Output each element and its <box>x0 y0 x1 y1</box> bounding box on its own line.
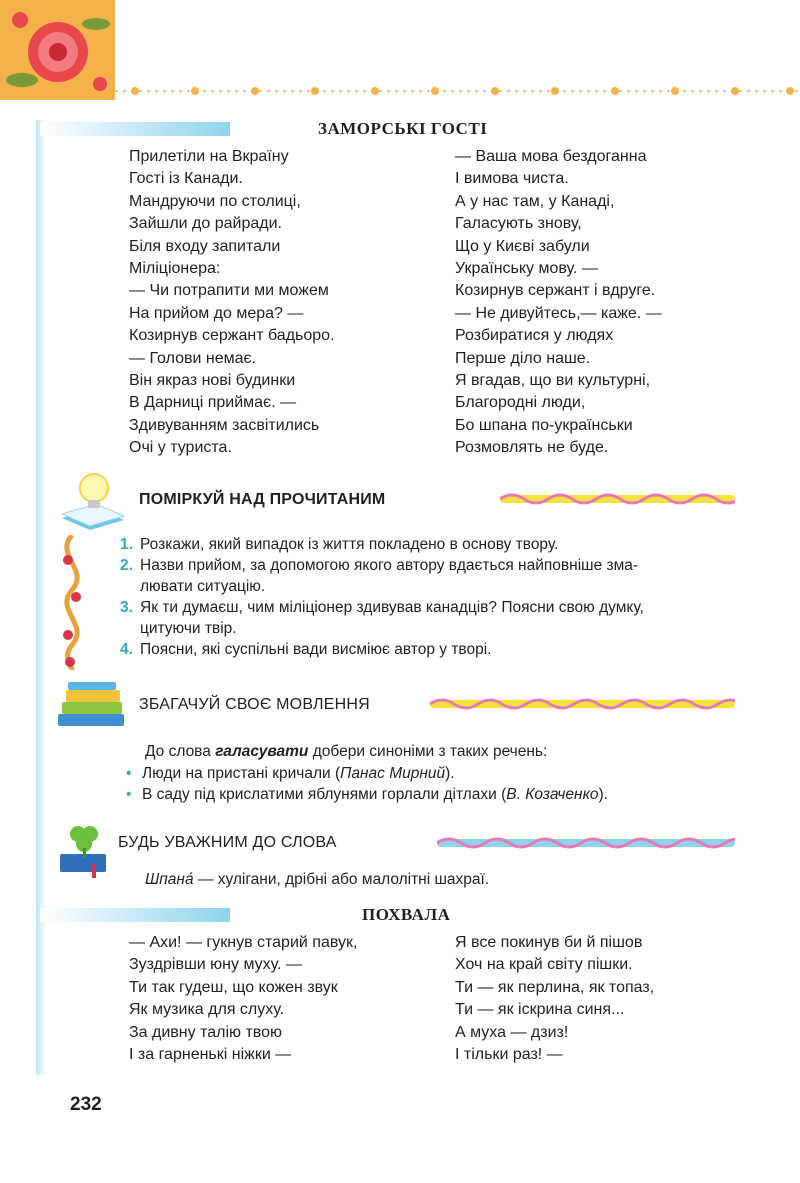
list-item <box>120 555 750 597</box>
poem-line: — Ваша мова бездоганна <box>455 148 647 165</box>
title-bar-decoration <box>40 906 230 924</box>
poem-line: За дивну талію твою <box>129 1023 282 1041</box>
poem-line: В Дарниці приймає. — <box>129 394 297 412</box>
braid-ornament <box>430 697 735 711</box>
poem2-column-2 <box>455 932 654 1066</box>
reflect-questions <box>120 534 750 660</box>
question-number: 1. <box>120 536 133 553</box>
poem-line: Бо шпана по-українськи <box>455 416 633 434</box>
poem2-title: ПОХВАЛА <box>362 905 451 924</box>
item-text: В саду під крислатими яблунями горлали дітлахи ( <box>142 786 507 803</box>
poem-line: Міліціонера: <box>129 260 221 278</box>
item-author: В. Козаченко <box>506 786 599 803</box>
poem-line: — Голови немає. <box>129 349 257 367</box>
poem-line: Українську мову. — <box>455 260 598 278</box>
keyword: галасувати <box>215 743 309 760</box>
word-definition <box>145 869 489 890</box>
list-item <box>126 784 608 805</box>
poem2-column-1 <box>129 932 357 1066</box>
poem-line: Розбиратися у людях <box>455 327 614 345</box>
question-text: Поясни, які суспільні вади висміює автор у творі. <box>140 641 492 658</box>
poem1-column-1 <box>129 146 335 460</box>
flower-ornament-icon <box>0 0 115 100</box>
word-heading: БУДЬ УВАЖНИМ ДО СЛОВА <box>118 834 337 851</box>
poem-line: Зуздрівши юну муху. — <box>129 956 302 974</box>
braid-ornament <box>500 492 735 506</box>
question-text: лювати ситуацію. <box>140 578 266 595</box>
question-text: Як ти думаєш, чим міліціонер здивував канадців? Поясни свою думку, <box>140 599 644 616</box>
poem-line: На прийом до мера? — <box>129 304 304 322</box>
vine-ornament-icon <box>54 535 90 670</box>
question-number: 4. <box>120 641 133 658</box>
item-author: Панас Мирний <box>340 765 446 782</box>
poem-line: Я все покинув би й пішов <box>455 934 643 951</box>
poem-line: Козирнув сержант і вдруге. <box>455 282 656 300</box>
poem-line: — Чи потрапити ми можем <box>129 282 329 300</box>
poem-line: Ти — як іскрина синя... <box>455 1001 625 1019</box>
poem-line: — Не дивуйтесь,— каже. — <box>455 304 662 322</box>
question-text: Назви прийом, за допомогою якого автору вдається найповніше зма- <box>140 557 639 574</box>
poem-line: Благородні люди, <box>455 394 586 412</box>
poem-line: Прилетіли на Вкраїну <box>129 148 289 165</box>
poem1-title: ЗАМОРСЬКІ ГОСТІ <box>318 119 488 138</box>
speech-list <box>126 763 608 805</box>
term: Шпана́ <box>145 871 194 888</box>
poem-line: Що у Києві забули <box>455 237 590 255</box>
poem-line: І вимова чиста. <box>455 170 569 188</box>
bullet-icon: • <box>126 786 132 803</box>
question-text: Розкажи, який випадок із життя покладено в основу твору. <box>140 536 559 553</box>
poem-line: А у нас там, у Канаді, <box>455 192 615 210</box>
bullet-icon: • <box>126 765 132 782</box>
lightbulb-book-icon <box>58 468 128 532</box>
poem-line: Я вгадав, що ви культурні, <box>455 372 651 390</box>
poem-line: А муха — дзиз! <box>455 1023 569 1041</box>
top-dotted-ornament <box>115 84 800 98</box>
poem-line: Здивуванням засвітились <box>129 416 320 434</box>
speech-intro <box>145 741 547 762</box>
question-number: 2. <box>120 557 133 574</box>
left-blue-rule <box>36 120 50 1075</box>
question-text: цитуючи твір. <box>140 620 237 637</box>
poem1-column-2 <box>455 146 662 460</box>
page-number: 232 <box>70 1094 102 1115</box>
list-item <box>126 763 608 784</box>
poem-line: Біля входу запитали <box>129 237 281 255</box>
poem-line: Зайшли до райради. <box>129 215 282 233</box>
corner-block <box>0 0 115 100</box>
poem-line: Перше діло наше. <box>455 349 591 367</box>
poem-line: Як музика для слуху. <box>129 1001 285 1019</box>
books-stack-icon <box>54 680 130 730</box>
poem-line: Розмовлять не буде. <box>455 439 609 457</box>
speech-heading: ЗБАГАЧУЙ СВОЄ МОВЛЕННЯ <box>139 696 370 713</box>
title-bar-decoration <box>40 120 230 138</box>
poem-line: Мандруючи по столиці, <box>129 192 301 210</box>
item-text: Люди на пристані кричали ( <box>142 765 341 782</box>
intro-text: До слова <box>145 743 216 760</box>
poem-line: Козирнув сержант бадьоро. <box>129 327 335 345</box>
poem-line: Він якраз нові будинки <box>129 372 296 390</box>
question-number: 3. <box>120 599 133 616</box>
braid-ornament <box>437 836 735 850</box>
definition-text: — хулігани, дрібні або малолітні шахраї. <box>193 871 490 888</box>
poem-line: Ти — як перлина, як топаз, <box>455 978 655 996</box>
poem-line: Очі у туриста. <box>129 439 232 457</box>
clover-book-icon <box>56 820 116 878</box>
reflect-heading: ПОМІРКУЙ НАД ПРОЧИТАНИМ <box>139 491 386 508</box>
poem-line: І за гарненькі ніжки — <box>129 1046 292 1064</box>
item-end: ). <box>445 765 455 782</box>
poem-line: — Ахи! — гукнув старий павук, <box>129 934 358 951</box>
poem-line: Галасують знову, <box>455 215 582 233</box>
list-item <box>120 597 750 639</box>
poem-line: І тільки раз! — <box>455 1046 563 1064</box>
poem-line: Хоч на край світу пішки. <box>455 956 633 974</box>
list-item <box>120 534 750 555</box>
intro-text: добери синоніми з таких речень: <box>308 743 548 760</box>
poem-line: Гості із Канади. <box>129 170 243 188</box>
list-item <box>120 639 750 660</box>
poem-line: Ти так гудеш, що кожен звук <box>129 978 338 996</box>
item-end: ). <box>598 786 608 803</box>
